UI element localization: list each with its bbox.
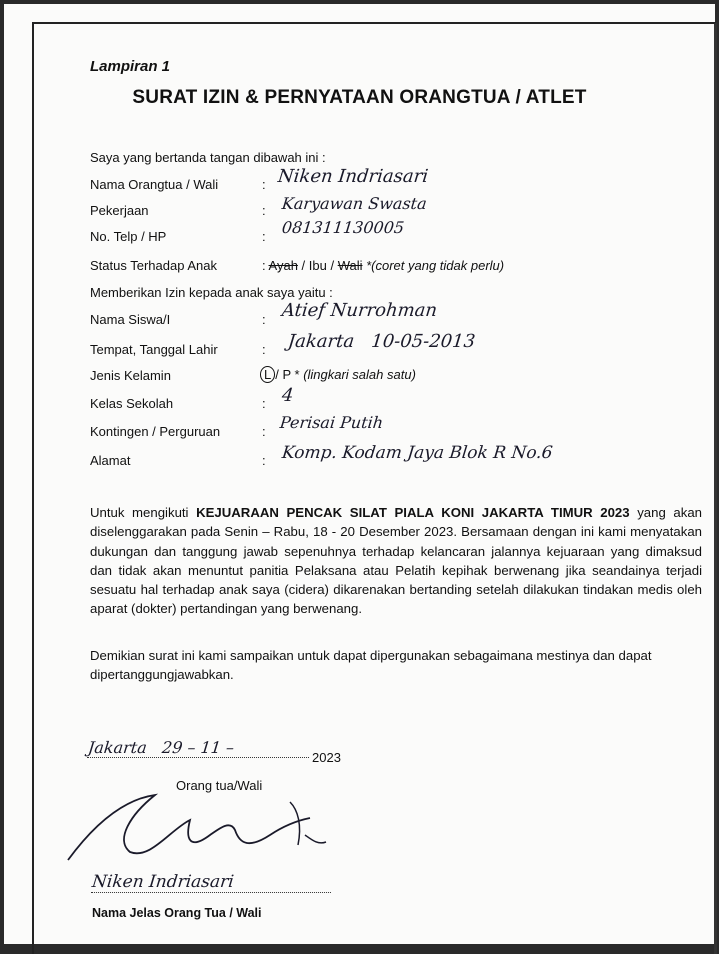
- address-label: Alamat: [90, 453, 131, 468]
- statement-paragraph: Untuk mengikuti KEJUARAAN PENCAK SILAT PIALA KONI JAKARTA TIMUR 2023 yang akan diselenggarakan pada Senin – Rabu, 18 - 20 Desember 2023. Bersamaan dengan ini kami menyatakan dukungan dan tanggung jawab sepenuhnya terhadap kelancaran jalannya kejuaraan yang dimaksud dan tidak akan menuntut panitia Pelaksana atau Pelatih kepihak berwenang jika seandainya terjadi sesuatu hal terhadap anak saya (cidera) dikarenakan bertanding setelah dilakukan tindakan medis oleh aparat (dokter) pertandingan yang berwenang.: [90, 505, 703, 617]
- class-value: 4: [280, 385, 295, 406]
- colon: :: [262, 203, 266, 218]
- signer-name-label: Nama Jelas Orang Tua / Wali: [92, 906, 262, 920]
- address-value: Komp. Kodam Jaya Blok R No.6: [280, 443, 554, 463]
- child-name-label: Nama Siswa/I: [90, 312, 171, 327]
- phone-value: 081311130005: [281, 218, 406, 237]
- gender-label: Jenis Kelamin: [90, 368, 171, 383]
- gender-circled: L: [260, 366, 275, 383]
- document-title: SURAT IZIN & PERNYATAAN ORANGTUA / ATLET: [132, 87, 587, 108]
- status-value: : Ayah / Ibu / Wali *(coret yang tidak perlu): [262, 258, 505, 273]
- job-value: Karyawan Swasta: [281, 194, 428, 213]
- gender-value: L / P * (lingkari salah satu): [260, 366, 416, 383]
- colon: :: [262, 342, 266, 357]
- club-label: Kontingen / Perguruan: [90, 424, 221, 439]
- status-label: Status Terhadap Anak: [90, 258, 217, 273]
- attachment-label: Lampiran 1: [90, 58, 171, 75]
- signature-drawing: [60, 790, 360, 880]
- colon: :: [262, 229, 266, 244]
- child-name-value: Atief Nurrohman: [280, 300, 439, 321]
- birth-value: Jakarta 10-05-2013: [286, 331, 477, 352]
- birth-label: Tempat, Tanggal Lahir: [90, 342, 218, 357]
- class-label: Kelas Sekolah: [90, 396, 174, 411]
- signer-role: Orang tua/Wali: [176, 778, 263, 793]
- parent-name-value: Niken Indriasari: [276, 166, 430, 187]
- colon: :: [262, 453, 266, 468]
- parent-name-label: Nama Orangtua / Wali: [90, 177, 219, 192]
- colon: :: [262, 396, 266, 411]
- closing-paragraph: Demikian surat ini kami sampaikan untuk dapat dipergunakan sebagaimana mestinya dan dapat dipertanggungjawabkan.: [90, 648, 652, 683]
- intro-text: Saya yang bertanda tangan dibawah ini :: [90, 150, 326, 165]
- place-date: Jakarta 29 – 11 –: [88, 738, 310, 758]
- date-year: 2023: [312, 750, 341, 765]
- permission-text: Memberikan Izin kepada anak saya yaitu :: [90, 285, 333, 300]
- phone-label: No. Telp / HP: [90, 229, 167, 244]
- signer-name: Niken Indriasari: [92, 872, 332, 893]
- club-value: Perisai Putih: [279, 413, 385, 432]
- colon: :: [262, 312, 266, 327]
- job-label: Pekerjaan: [90, 203, 149, 218]
- colon: :: [262, 177, 266, 192]
- colon: :: [262, 424, 266, 439]
